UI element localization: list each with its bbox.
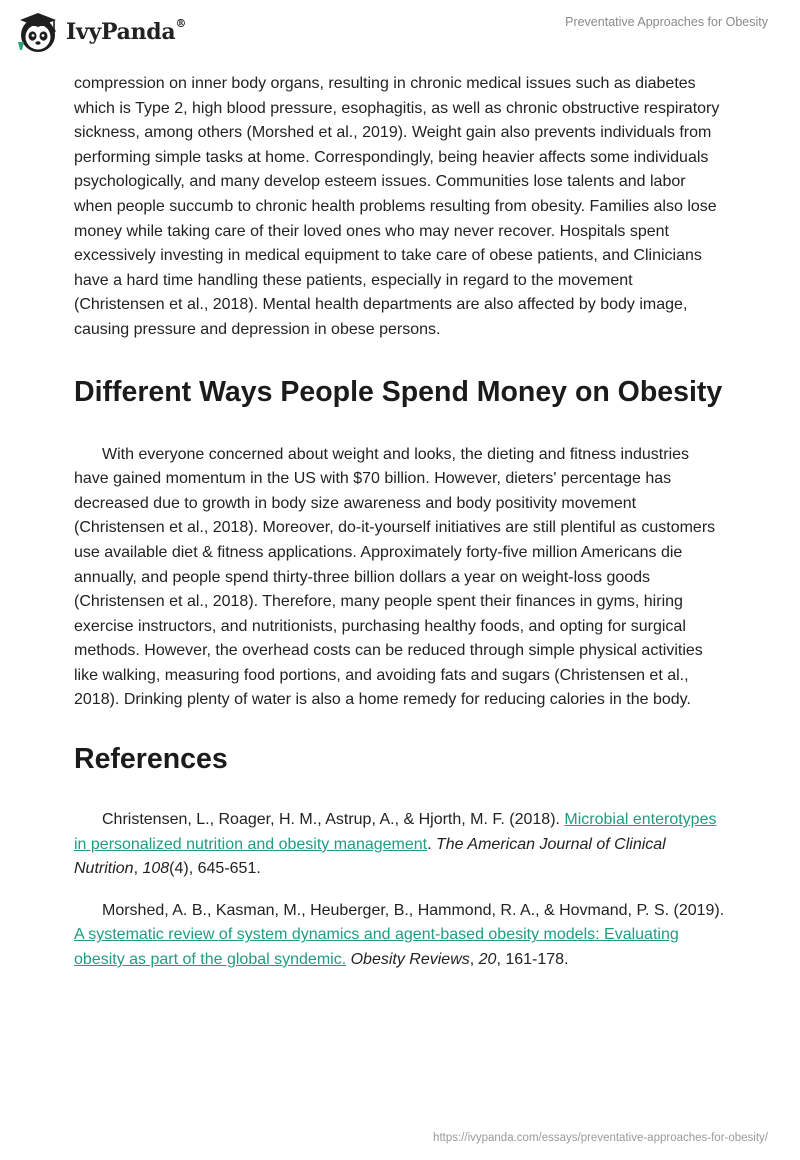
source-url: https://ivypanda.com/essays/preventative-approaches-for-obesity/ bbox=[433, 1132, 768, 1144]
reference-journal: The American Journal of Clinical Nutrition bbox=[74, 835, 666, 878]
page-header bbox=[0, 0, 800, 64]
ivypanda-logo[interactable] bbox=[14, 8, 186, 56]
essay-content bbox=[74, 72, 726, 973]
spending-paragraph: With everyone concerned about weight and looks, the dieting and fitness industries have gained momentum in the US with $70 billion. However, dieters' percentage has decreased due to growth in body size awareness and body positivity movement (Christensen et al., 2018). Moreover, do-it-yourself initiatives are still plentiful as customers use available diet & fitness applications. Approximately forty-five million Americans die annually, and people spend thirty-three billion dollars a year on weight-loss goods (Christensen et al., 2018). Therefore, many people spent their finances in gyms, hiring exercise instructors, and nutritionists, purchasing healthy foods, and opting for surgical methods. However, the overhead costs can be reduced through simple physical activities like walking, measuring food portions, and avoiding fats and sugars (Christensen et al., 2018). Drinking plenty of water is also a home remedy for reducing calories in the body. bbox=[74, 445, 716, 709]
reference-journal: Obesity Reviews bbox=[350, 951, 470, 969]
reference-link[interactable]: A systematic review of system dynamics and agent-based obesity models: Evaluating obesity as part of the global syndemic. bbox=[74, 926, 679, 969]
panda-logo-icon bbox=[14, 8, 62, 56]
references-heading: References bbox=[74, 743, 228, 776]
intro-paragraph: compression on inner body organs, resulting in chronic medical issues such as diabetes which is Type 2, high blood pressure, esophagitis, as well as chronic obstructive respiratory sickness, among others (Morshed et al., 2019). Weight gain also prevents individuals from performing simple tasks at home. Correspondingly, being heavier affects some individuals psychologically, and many develop esteem issues. Communities lose talents and labor when people succumb to chronic health problems resulting from obesity. Families also lose money while taking care of their loved ones who may never recover. Hospitals spent excessively investing in medical equipment to take care of obese patients, and Clinicians have a hard time handling these patients, especially in regard to the movement (Christensen et al., 2018). Mental health departments are also affected by body image, causing pressure and depression in obese persons. bbox=[74, 75, 720, 338]
reference-authors: Morshed, A. B., Kasman, M., Heuberger, B., Hammond, R. A., & Hovmand, P. S. (2019). bbox=[102, 901, 725, 919]
reference-pages: (4), 645-651. bbox=[169, 860, 261, 878]
reference-authors: Christensen, L., Roager, H. M., Astrup, A., & Hjorth, M. F. (2018). bbox=[102, 811, 565, 829]
registered-mark: ® bbox=[175, 17, 187, 30]
logo-text: IvyPanda bbox=[66, 19, 176, 45]
reference-volume: 108 bbox=[142, 860, 170, 878]
reference-item: Christensen, L., Roager, H. M., Astrup, A., & Hjorth, M. F. (2018). Microbial enterotypes in personalized nutrition and obesity management. The American Journal of Clinical Nutrition, 108(4), 645-651. bbox=[74, 811, 717, 878]
reference-link[interactable]: Microbial enterotypes in personalized nutrition and obesity management bbox=[74, 811, 717, 853]
section-heading-spending: Different Ways People Spend Money on Obesity bbox=[74, 375, 723, 408]
reference-item: Morshed, A. B., Kasman, M., Heuberger, B., Hammond, R. A., & Hovmand, P. S. (2019). A systematic review of system dynamics and agent-based obesity models: Evaluating obesity as part of the global syndemic. Obesity Reviews, 20, 161-178. bbox=[74, 901, 725, 969]
document-title: Preventative Approaches for Obesity bbox=[565, 15, 768, 29]
reference-pages: , 161-178. bbox=[496, 951, 569, 969]
reference-volume: 20 bbox=[478, 951, 497, 969]
